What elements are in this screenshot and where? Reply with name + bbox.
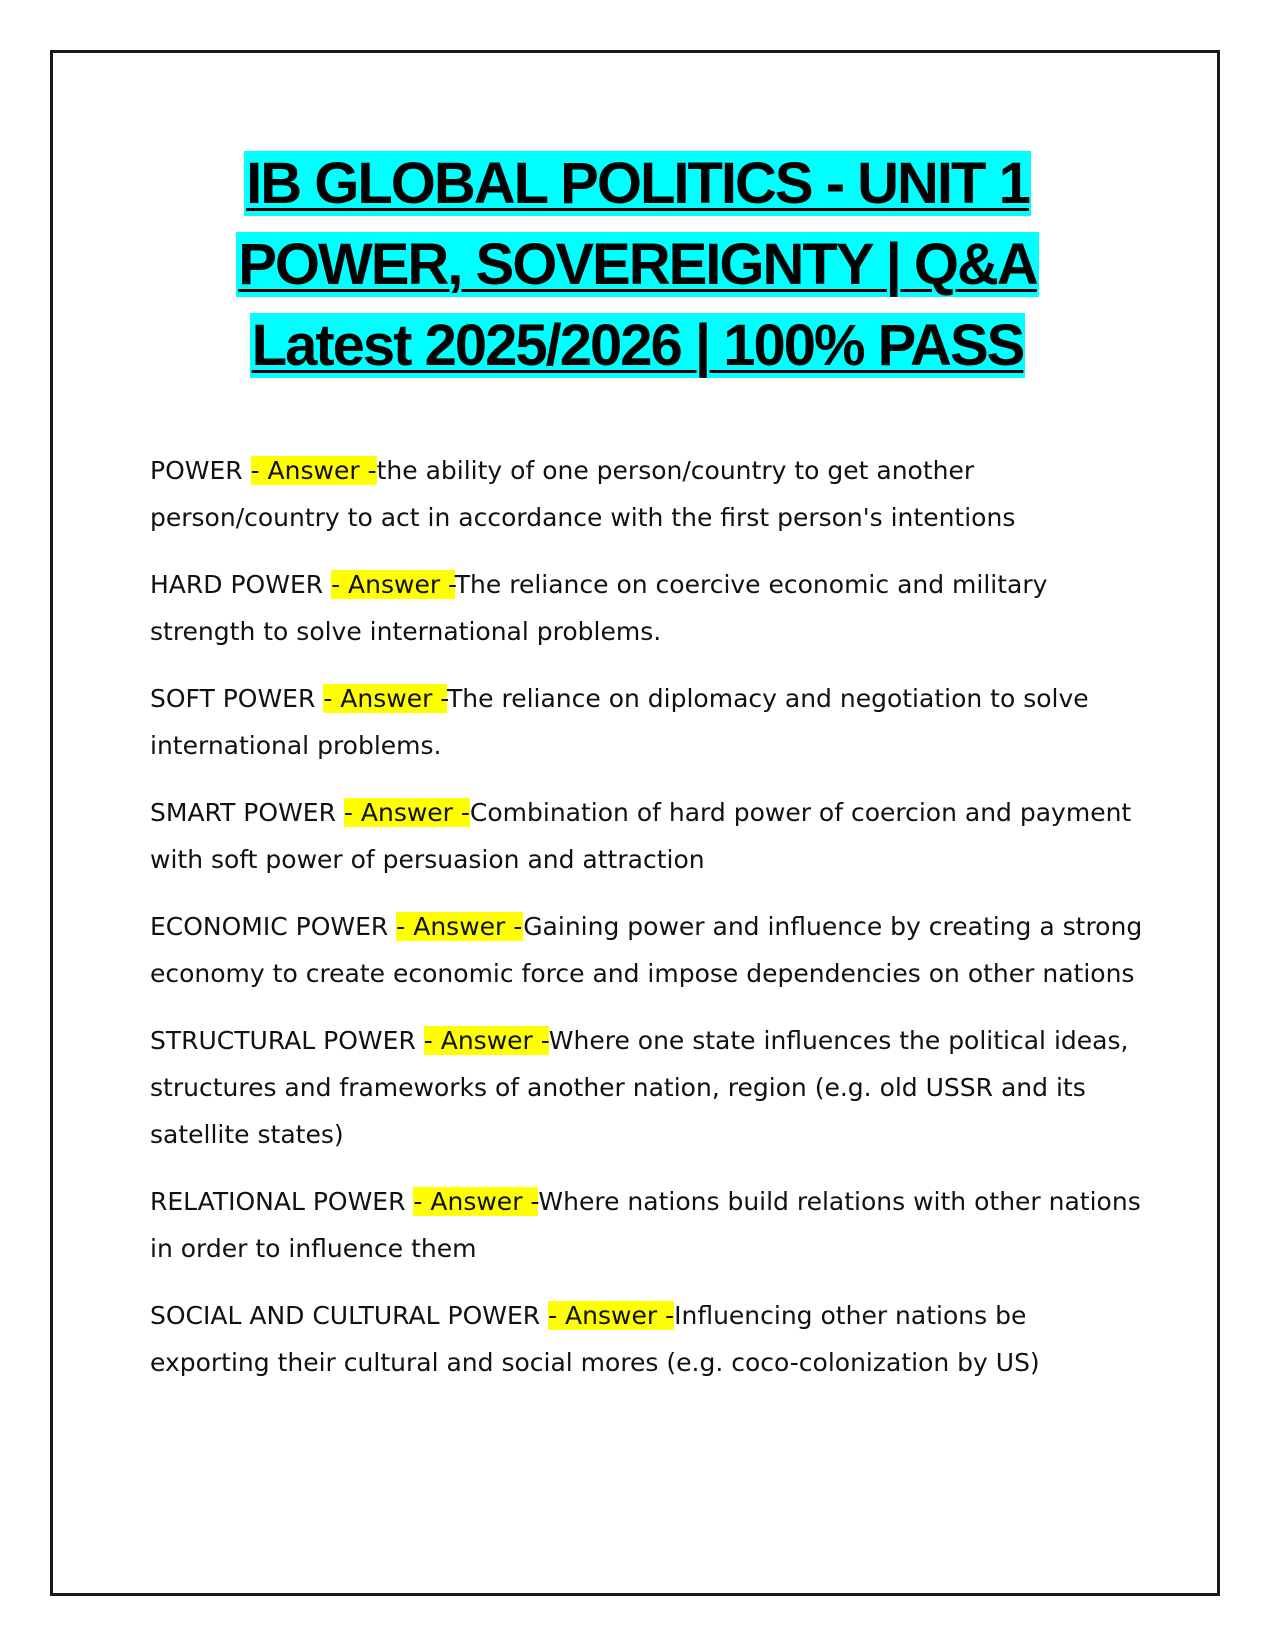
qa-definition: Where nations build relations with other nations in order to influence them: [150, 1187, 1141, 1263]
qa-item-soft-power: [150, 675, 1150, 769]
answer-separator: - Answer -: [323, 684, 448, 713]
qa-definition: The reliance on diplomacy and negotiation to solve international problems.: [150, 684, 1089, 760]
qa-definition: Combination of hard power of coercion and payment with soft power of persuasion and attraction: [150, 798, 1132, 874]
answer-separator: - Answer -: [331, 570, 455, 599]
answer-separator: - Answer -: [343, 798, 470, 827]
qa-item-social-cultural-power: [150, 1292, 1150, 1386]
qa-list: [150, 447, 1150, 1406]
qa-term: RELATIONAL POWER: [150, 1187, 406, 1216]
answer-separator: - Answer -: [396, 912, 524, 941]
qa-item-power: [150, 447, 1150, 541]
qa-term: SMART POWER: [150, 798, 336, 827]
qa-term: ECONOMIC POWER: [150, 912, 389, 941]
qa-definition: Influencing other nations be exporting their cultural and social mores (e.g. coco-colonization by US): [150, 1301, 1040, 1377]
title-line-2: POWER, SOVEREIGNTY | Q&A: [238, 232, 1037, 297]
qa-term: POWER: [150, 456, 243, 485]
answer-separator: - Answer -: [548, 1301, 675, 1330]
qa-item-structural-power: [150, 1017, 1150, 1158]
title-line-3: Latest 2025/2026 | 100% PASS: [251, 313, 1024, 378]
qa-definition: Where one state influences the political ideas, structures and frameworks of another nation, region (e.g. old USSR and its satellite states): [150, 1026, 1129, 1149]
title-line-1: IB GLOBAL POLITICS - UNIT 1: [246, 151, 1029, 216]
qa-term: HARD POWER: [150, 570, 324, 599]
qa-definition: the ability of one person/country to get another person/country to act in accordance with the first person's intentions: [150, 456, 1016, 532]
answer-separator: - Answer -: [413, 1187, 539, 1216]
document-title: [100, 143, 1175, 386]
qa-definition: The reliance on coercive economic and military strength to solve international problems.: [150, 570, 1048, 646]
answer-separator: - Answer -: [423, 1026, 549, 1055]
qa-term: SOCIAL AND CULTURAL POWER: [150, 1301, 541, 1330]
answer-separator: - Answer -: [250, 456, 377, 485]
qa-item-relational-power: [150, 1178, 1150, 1272]
qa-item-hard-power: [150, 561, 1150, 655]
qa-term: STRUCTURAL POWER: [150, 1026, 416, 1055]
qa-item-economic-power: [150, 903, 1150, 997]
qa-term: SOFT POWER: [150, 684, 316, 713]
qa-definition: Gaining power and influence by creating a strong economy to create economic force and impose dependencies on other nations: [150, 912, 1143, 988]
qa-item-smart-power: [150, 789, 1150, 883]
